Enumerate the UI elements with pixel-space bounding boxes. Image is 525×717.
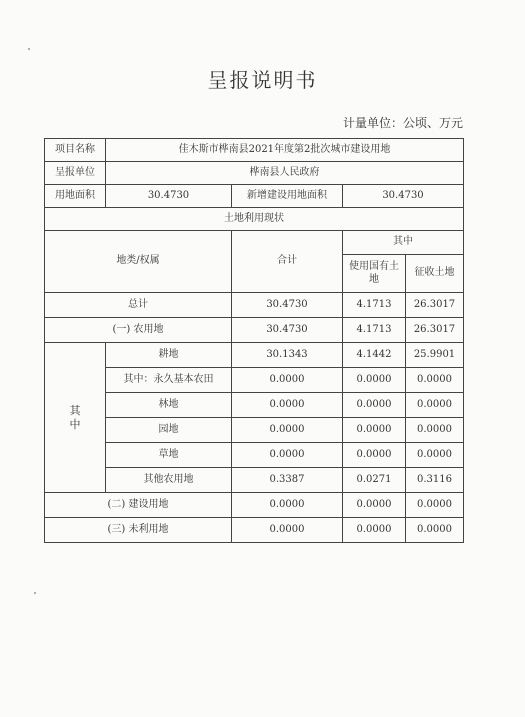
row-label: (三) 未利用地	[45, 518, 232, 543]
table-row	[45, 418, 464, 443]
row-label: 园地	[106, 418, 232, 443]
row-collect-land: 25.9901	[406, 343, 464, 368]
row-total: 0.0000	[232, 418, 343, 443]
row-label: 草地	[106, 443, 232, 468]
new-construction-area-label: 新增建设用地面积	[232, 185, 343, 208]
project-name-value: 佳木斯市桦南县2021年度第2批次城市建设用地	[106, 139, 464, 162]
new-construction-area-value: 30.4730	[343, 185, 464, 208]
row-collect-land: 26.3017	[406, 318, 464, 343]
col-state-land-header: 使用国有土地	[343, 255, 406, 293]
table-row	[45, 393, 464, 418]
row-collect-land: 0.0000	[406, 393, 464, 418]
land-status-header-row	[45, 208, 464, 231]
row-collect-land: 0.0000	[406, 518, 464, 543]
row-total: 30.1343	[232, 343, 343, 368]
row-collect-land: 0.3116	[406, 468, 464, 493]
row-state-land: 0.0271	[343, 468, 406, 493]
row-total: 0.0000	[232, 393, 343, 418]
row-label: 耕地	[106, 343, 232, 368]
row-state-land: 0.0000	[343, 518, 406, 543]
column-header-row-1	[45, 231, 464, 255]
row-state-land: 0.0000	[343, 368, 406, 393]
land-area-value: 30.4730	[106, 185, 232, 208]
row-state-land: 0.0000	[343, 418, 406, 443]
reporting-unit-row	[45, 162, 464, 185]
document-title: 呈报说明书	[207, 68, 318, 92]
row-state-land: 4.1442	[343, 343, 406, 368]
row-label: 林地	[106, 393, 232, 418]
reporting-unit-value: 桦南县人民政府	[106, 162, 464, 185]
row-total: 0.0000	[232, 443, 343, 468]
row-state-land: 4.1713	[343, 293, 406, 318]
table-row	[45, 518, 464, 543]
land-area-label: 用地面积	[45, 185, 106, 208]
row-collect-land: 0.0000	[406, 368, 464, 393]
row-total: 30.4730	[232, 318, 343, 343]
row-label: (一) 农用地	[45, 318, 232, 343]
table-row	[45, 368, 464, 393]
row-collect-land: 0.0000	[406, 443, 464, 468]
table-row	[45, 468, 464, 493]
reporting-unit-label: 呈报单位	[45, 162, 106, 185]
project-name-row	[45, 139, 464, 162]
report-table	[44, 138, 464, 543]
col-total-header: 合计	[232, 231, 343, 293]
table-row	[45, 293, 464, 318]
table-row	[45, 318, 464, 343]
measurement-unit: 计量单位：公顷、万元	[342, 116, 463, 130]
row-collect-land: 0.0000	[406, 493, 464, 518]
row-label: 其他农用地	[106, 468, 232, 493]
row-state-land: 0.0000	[343, 493, 406, 518]
land-status-section-title: 土地利用现状	[45, 208, 464, 231]
col-collect-land-header: 征收土地	[406, 255, 464, 293]
row-state-land: 0.0000	[343, 443, 406, 468]
row-total: 0.3387	[232, 468, 343, 493]
table-row	[45, 443, 464, 468]
table-row	[45, 493, 464, 518]
row-state-land: 4.1713	[343, 318, 406, 343]
col-of-which-header: 其中	[343, 231, 464, 255]
scan-speck	[34, 592, 36, 594]
scan-speck	[28, 48, 30, 50]
row-total: 30.4730	[232, 293, 343, 318]
row-collect-land: 26.3017	[406, 293, 464, 318]
row-label: (二) 建设用地	[45, 493, 232, 518]
row-total: 0.0000	[232, 518, 343, 543]
row-label: 总计	[45, 293, 232, 318]
land-area-row	[45, 185, 464, 208]
of-which-vertical-label	[45, 343, 106, 493]
row-collect-land: 0.0000	[406, 418, 464, 443]
row-total: 0.0000	[232, 493, 343, 518]
row-label: 其中：永久基本农田	[106, 368, 232, 393]
of-which-vertical-text: 其中	[69, 404, 81, 431]
col-category-header: 地类/权属	[45, 231, 232, 293]
row-state-land: 0.0000	[343, 393, 406, 418]
project-name-label: 项目名称	[45, 139, 106, 162]
row-total: 0.0000	[232, 368, 343, 393]
table-row	[45, 343, 464, 368]
